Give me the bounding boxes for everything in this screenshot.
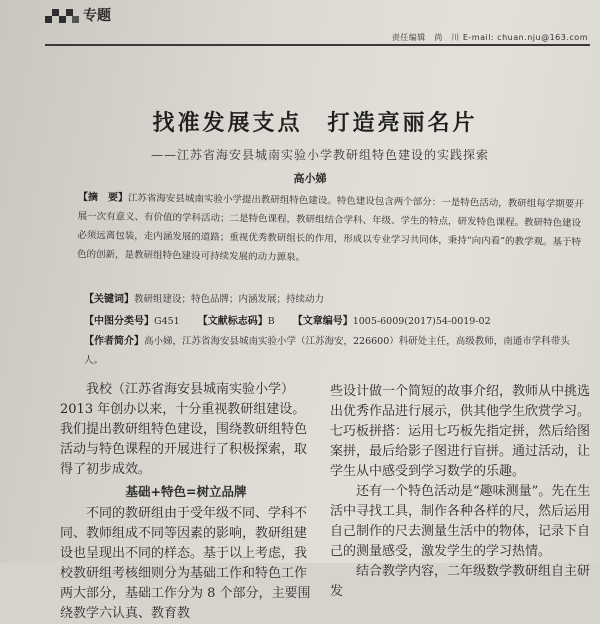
section-title: 专题 xyxy=(83,8,111,24)
body-paragraph: 我校（江苏省海安县城南实验小学）2013 年创办以来，十分重视教研组建设。我们提出教研组特色建设，围绕教研组特色活动与特色课程的开展进行了积极探索，取得了初步成效。 xyxy=(60,382,308,477)
section-heading: 基础+特色=树立品牌 xyxy=(125,484,247,499)
author-info-label: 【作者简介】 xyxy=(84,336,144,347)
body-paragraph: 还有一个特色活动是“趣味测量”。先在生活中寻找工具，制作各种各样的尺，然后运用自己制作的尺去测量生活中的物体，记录下自己的测量感受，激发学生的学习热情。 xyxy=(330,484,591,559)
classification-row xyxy=(84,312,584,331)
doc-code-value: B xyxy=(267,316,275,327)
clc-value: G451 xyxy=(154,316,180,327)
body-left-column xyxy=(60,380,312,624)
keywords-label: 【关键词】 xyxy=(84,294,134,305)
body-paragraph: 不同的教研组由于受年级不同、学科不同、教师组成不同等因素的影响，教研组建设也呈现出不同的样态。基于以上考虑，我校教研组考核细则分为基础工作和特色工作两大部分，基础工作分为 8 个部分，主要围绕教学六认真、教育教 xyxy=(60,506,311,621)
body-right-column xyxy=(330,382,592,602)
author-info xyxy=(84,332,579,370)
abstract-label: 【摘 要】 xyxy=(77,191,128,204)
author-info-text: 高小娣，江苏省海安县城南实验小学（江苏海安，226600）科研处主任，高级教师，南通市学科带头人。 xyxy=(84,336,570,366)
article-subtitle: ——江苏省海安县城南实验小学教研组特色建设的实践探索 xyxy=(150,148,489,162)
article-number-label: 【文章编号】 xyxy=(292,316,353,327)
body-paragraph: 结合教学内容，二年级数学教研组自主研发 xyxy=(330,564,591,599)
clc-label: 【中图分类号】 xyxy=(84,316,154,327)
doc-code-label: 【文献标志码】 xyxy=(197,316,268,327)
header-rule xyxy=(45,44,590,46)
page-header xyxy=(45,5,595,31)
body-paragraph: 些设计做一个简短的故事介绍，教师从中挑选出优秀作品进行展示，供其他学生欣赏学习。七巧板拼搭：运用七巧板先指定拼，然后给图案拼，最后给影子图进行盲拼。通过活动，让学生从中感受到学习数学的乐趣。 xyxy=(330,384,591,479)
article-author: 高小娣 xyxy=(293,172,327,185)
keywords xyxy=(84,290,584,309)
abstract xyxy=(77,188,588,271)
article-title: 找准发展支点 打造亮丽名片 xyxy=(152,111,478,136)
abstract-text: 江苏省海安县城南实验小学提出教研组特色建设。特色建设包含两个部分：一是特色活动，教研组每学期要开展一次有意义、有价值的学科活动；二是特色课程，教研组结合学科、年级、学生的特点，研发特色课程。教研特色建设必须远离包装，走内涵发展的道路；重视优秀教研组长的作用，形成以专业学习共同体，秉持“向内看”的教学观。基于特色的创新，是教研组特色建设可持续发展的动力源泉。 xyxy=(76,192,584,264)
editor-line: 责任编辑 尚 川 E-mail: chuan.nju@163.com xyxy=(391,33,588,42)
section-marker-icon xyxy=(45,9,79,23)
keywords-text: 教研组建设；特色品牌；内涵发展；持续动力 xyxy=(134,294,325,305)
article-number-value: 1005-6009(2017)54-0019-02 xyxy=(352,316,491,327)
